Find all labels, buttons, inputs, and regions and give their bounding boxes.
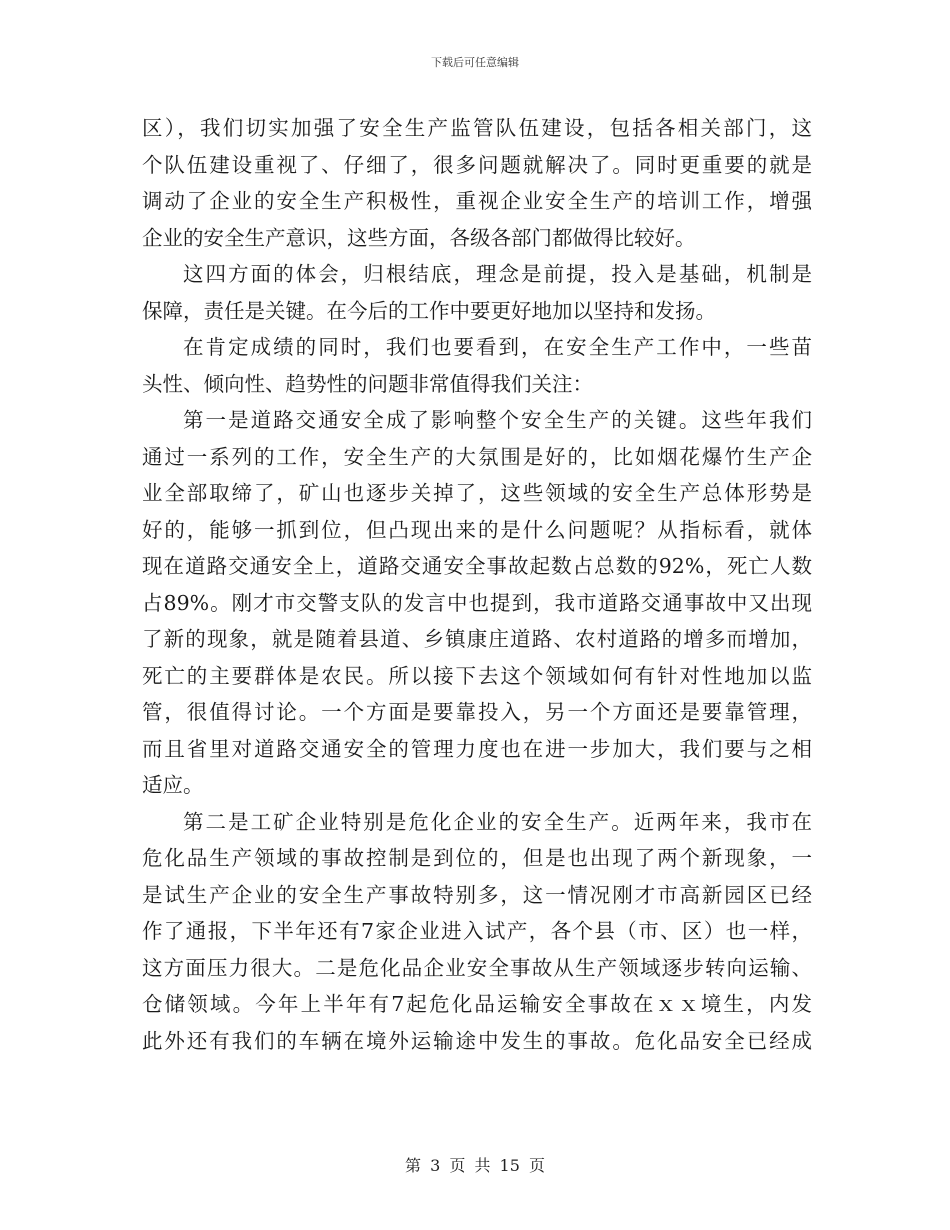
text-line: 业全部取缔了，矿山也逐步关掉了，这些领域的安全生产总体形势是 [142, 481, 812, 505]
text-line: 适应。 [142, 773, 204, 797]
text-line: 这四方面的体会，归根结底，理念是前提，投入是基础，机制是 [183, 262, 812, 286]
text-line: 头性、倾向性、趋势性的问题非常值得我们关注： [142, 371, 593, 396]
text-line: 第二是工矿企业特别是危化企业的安全生产。近两年来，我市在 [183, 809, 812, 834]
text-line: 第一是道路交通安全成了影响整个安全生产的关键。这些年我们 [183, 408, 812, 432]
text-line: 好的，能够一抓到位，但凸现出来的是什么问题呢？从指标看，就体 [142, 517, 812, 542]
text-line: 作了通报，下半年还有7家企业进入试产，各个县（市、区）也一样， [142, 919, 812, 943]
document-body [142, 110, 812, 1059]
page-number-footer: 第 3 页 共 15 页 [405, 1156, 545, 1175]
text-line: 仓储领域。今年上半年有7起危化品运输安全事故在ｘｘ境生，内发 [142, 992, 812, 1016]
text-line: 保障，责任是关键。在今后的工作中要更好地加以坚持和发扬。 [142, 298, 716, 323]
text-line: 管，很值得讨论。一个方面是要靠投入，另一个方面还是要靠管理， [142, 700, 812, 724]
text-line: 企业的安全生产意识，这些方面，各级各部门都做得比较好。 [142, 225, 696, 250]
text-line: 而且省里对道路交通安全的管理力度也在进一步加大，我们要与之相 [142, 736, 812, 761]
text-line: 了新的现象，就是随着县道、乡镇康庄道路、农村道路的增多而增加， [142, 627, 812, 651]
text-line: 是试生产企业的安全生产事故特别多，这一情况刚才市高新园区已经 [142, 882, 812, 907]
text-line: 区），我们切实加强了安全生产监管队伍建设，包括各相关部门，这 [142, 116, 812, 140]
text-line: 危化品生产领域的事故控制是到位的，但是也出现了两个新现象，一 [142, 846, 812, 870]
page-header: 下载后可任意编辑 [431, 56, 519, 69]
text-line: 个队伍建设重视了、仔细了，很多问题就解决了。同时更重要的就是 [142, 152, 812, 177]
text-line: 此外还有我们的车辆在境外运输途中发生的事故。危化品安全已经成 [142, 1028, 812, 1053]
text-line: 死亡的主要群体是农民。所以接下去这个领域如何有针对性地加以监 [142, 663, 812, 688]
text-line: 这方面压力很大。二是危化品企业安全事故从生产领域逐步转向运输、 [142, 955, 812, 980]
text-line: 调动了企业的安全生产积极性，重视企业安全生产的培训工作，增强 [142, 189, 812, 213]
text-line: 占89%。刚才市交警支队的发言中也提到，我市道路交通事故中又出现 [142, 590, 812, 615]
text-line: 通过一系列的工作，安全生产的大氛围是好的，比如烟花爆竹生产企 [142, 444, 812, 469]
text-line: 在肯定成绩的同时，我们也要看到，在安全生产工作中，一些苗 [183, 335, 812, 359]
text-line: 现在道路交通安全上，道路交通安全事故起数占总数的92%，死亡人数 [142, 554, 812, 578]
